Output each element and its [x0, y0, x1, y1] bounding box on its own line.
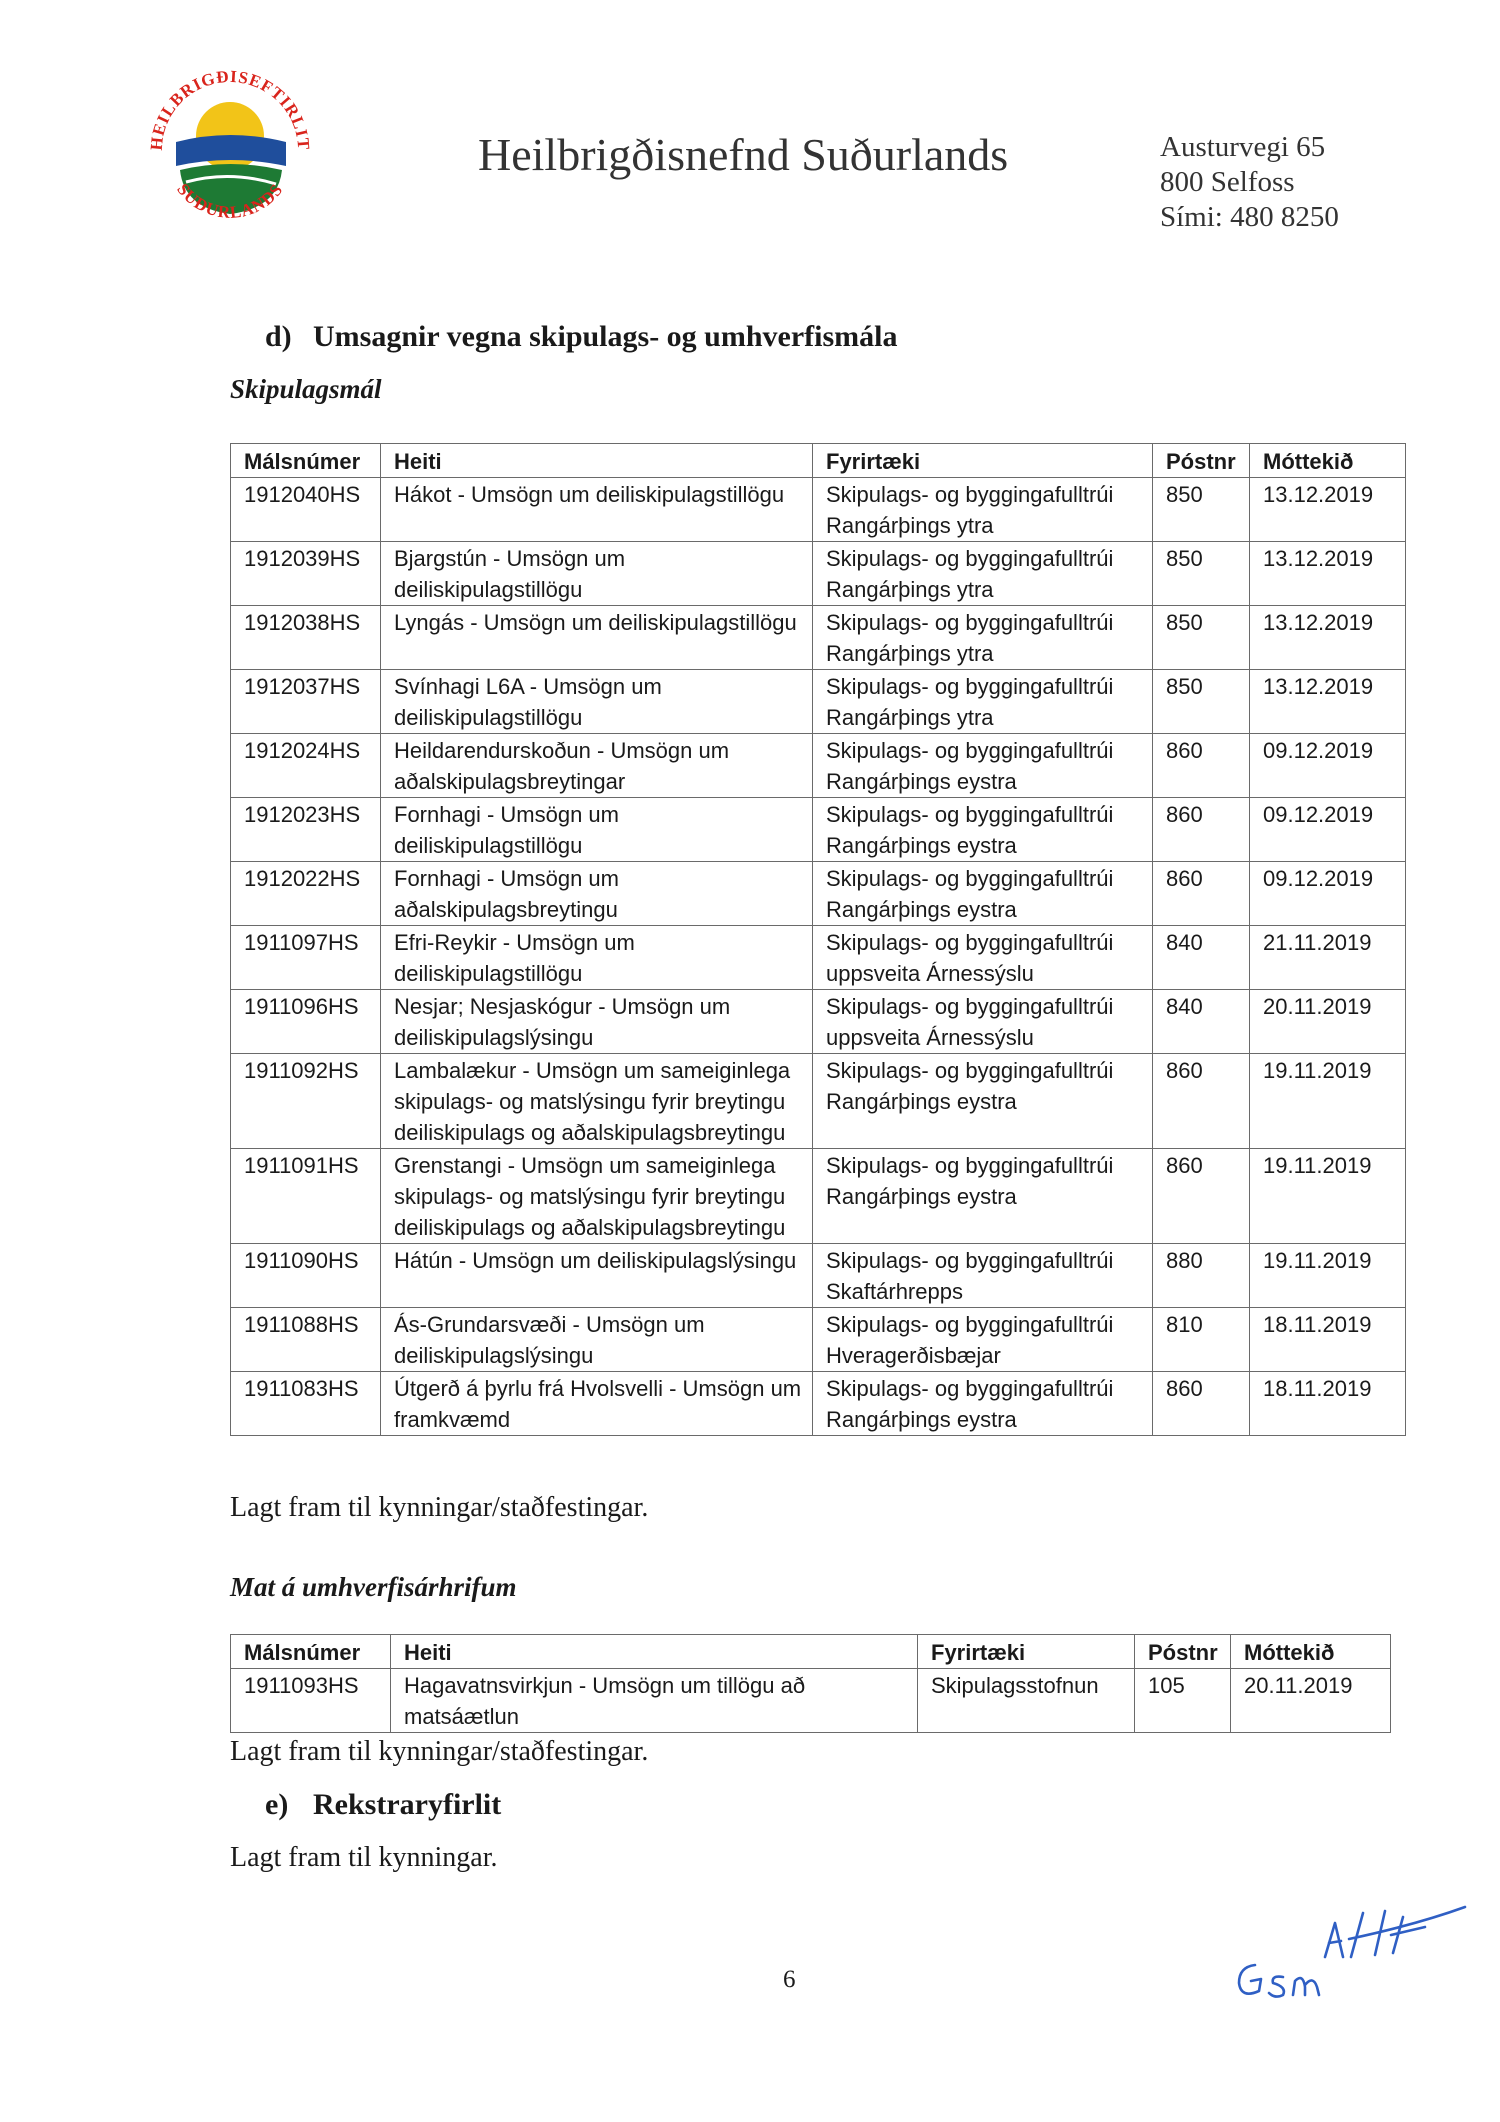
cell-fyrirtaeki: Skipulags- og byggingafulltrúi Rangárþings eystra — [813, 1372, 1153, 1436]
cell-postnr: 810 — [1153, 1308, 1250, 1372]
logo-text-top: HEILBRIGÐISEFTIRLIT — [146, 66, 314, 152]
cell-malsnumer: 1911097HS — [231, 926, 381, 990]
cell-heiti: Hagavatnsvirkjun - Umsögn um tillögu að matsáætlun — [391, 1669, 918, 1733]
page-number: 6 — [783, 1966, 796, 1993]
cell-heiti: Hákot - Umsögn um deiliskipulagstillögu — [381, 478, 813, 542]
cell-heiti: Heildarendurskoðun - Umsögn um aðalskipulagsbreytingar — [381, 734, 813, 798]
table-header-row — [231, 1635, 1391, 1669]
col-header-postnr: Póstnr — [1153, 444, 1250, 478]
section-e-note: Lagt fram til kynningar. — [230, 1842, 498, 1873]
cell-postnr: 850 — [1153, 542, 1250, 606]
cell-mottekid: 13.12.2019 — [1250, 542, 1406, 606]
table-row — [231, 1244, 1406, 1308]
cell-fyrirtaeki: Skipulags- og byggingafulltrúi Rangárþings eystra — [813, 1149, 1153, 1244]
cell-fyrirtaeki: Skipulags- og byggingafulltrúi Rangárþings eystra — [813, 734, 1153, 798]
cell-heiti: Ás-Grundarsvæði - Umsögn um deiliskipulagslýsingu — [381, 1308, 813, 1372]
cell-heiti: Lyngás - Umsögn um deiliskipulagstillögu — [381, 606, 813, 670]
cell-heiti: Hátún - Umsögn um deiliskipulagslýsingu — [381, 1244, 813, 1308]
table-row — [231, 1308, 1406, 1372]
umhverfi-note: Lagt fram til kynningar/staðfestingar. — [230, 1736, 649, 1767]
cell-malsnumer: 1912038HS — [231, 606, 381, 670]
section-e-title: Rekstraryfirlit — [313, 1788, 502, 1821]
cell-malsnumer: 1911090HS — [231, 1244, 381, 1308]
cell-malsnumer: 1911088HS — [231, 1308, 381, 1372]
address-city: 800 Selfoss — [1160, 166, 1295, 198]
address-phone: Sími: 480 8250 — [1160, 201, 1339, 233]
table-row — [231, 798, 1406, 862]
skipulag-subtitle: Skipulagsmál — [230, 374, 382, 404]
table-row — [231, 1054, 1406, 1149]
cell-postnr: 105 — [1135, 1669, 1231, 1733]
umhverfi-table — [230, 1634, 1391, 1733]
cell-heiti: Lambalækur - Umsögn um sameiginlega skipulags- og matslýsingu fyrir breytingu deiliskipulags og aðalskipulagsbreytingu — [381, 1054, 813, 1149]
table-row — [231, 1372, 1406, 1436]
cell-postnr: 850 — [1153, 670, 1250, 734]
cell-mottekid: 09.12.2019 — [1250, 734, 1406, 798]
cell-mottekid: 18.11.2019 — [1250, 1372, 1406, 1436]
cell-fyrirtaeki: Skipulags- og byggingafulltrúi Rangárþings eystra — [813, 862, 1153, 926]
cell-mottekid: 19.11.2019 — [1250, 1149, 1406, 1244]
section-d-title: Umsagnir vegna skipulags- og umhverfismála — [313, 320, 898, 353]
cell-mottekid: 13.12.2019 — [1250, 478, 1406, 542]
col-header-mottekid: Móttekið — [1250, 444, 1406, 478]
col-header-malsnumer: Málsnúmer — [231, 444, 381, 478]
cell-heiti: Svínhagi L6A - Umsögn um deiliskipulagstillögu — [381, 670, 813, 734]
cell-mottekid: 18.11.2019 — [1250, 1308, 1406, 1372]
cell-postnr: 840 — [1153, 990, 1250, 1054]
cell-malsnumer: 1912037HS — [231, 670, 381, 734]
cell-mottekid: 09.12.2019 — [1250, 798, 1406, 862]
col-header-malsnumer: Málsnúmer — [231, 1635, 391, 1669]
skipulag-table-body — [231, 478, 1406, 1436]
section-e-letter: e) — [265, 1788, 289, 1821]
cell-fyrirtaeki: Skipulagsstofnun — [918, 1669, 1135, 1733]
cell-postnr: 880 — [1153, 1244, 1250, 1308]
cell-heiti: Efri-Reykir - Umsögn um deiliskipulagstillögu — [381, 926, 813, 990]
cell-heiti: Fornhagi - Umsögn um aðalskipulagsbreytingu — [381, 862, 813, 926]
col-header-fyrirtaeki: Fyrirtæki — [813, 444, 1153, 478]
table-row — [231, 542, 1406, 606]
cell-fyrirtaeki: Skipulags- og byggingafulltrúi Skaftárhrepps — [813, 1244, 1153, 1308]
table-row — [231, 1669, 1391, 1733]
skipulag-note: Lagt fram til kynningar/staðfestingar. — [230, 1492, 649, 1523]
cell-malsnumer: 1911083HS — [231, 1372, 381, 1436]
cell-mottekid: 19.11.2019 — [1250, 1244, 1406, 1308]
organization-logo — [140, 58, 320, 238]
address-street: Austurvegi 65 — [1160, 131, 1326, 163]
col-header-postnr: Póstnr — [1135, 1635, 1231, 1669]
cell-heiti: Grenstangi - Umsögn um sameiginlega skipulags- og matslýsingu fyrir breytingu deiliskipulags og aðalskipulagsbreytingu — [381, 1149, 813, 1244]
cell-heiti: Útgerð á þyrlu frá Hvolsvelli - Umsögn um framkvæmd — [381, 1372, 813, 1436]
section-d-letter: d) — [265, 320, 292, 353]
table-row — [231, 606, 1406, 670]
table-row — [231, 478, 1406, 542]
col-header-fyrirtaeki: Fyrirtæki — [918, 1635, 1135, 1669]
cell-malsnumer: 1912039HS — [231, 542, 381, 606]
cell-fyrirtaeki: Skipulags- og byggingafulltrúi Rangárþings ytra — [813, 670, 1153, 734]
cell-mottekid: 20.11.2019 — [1250, 990, 1406, 1054]
cell-fyrirtaeki: Skipulags- og byggingafulltrúi Rangárþings ytra — [813, 542, 1153, 606]
cell-postnr: 860 — [1153, 734, 1250, 798]
cell-malsnumer: 1912040HS — [231, 478, 381, 542]
cell-postnr: 860 — [1153, 1054, 1250, 1149]
cell-fyrirtaeki: Skipulags- og byggingafulltrúi uppsveita Árnessýslu — [813, 990, 1153, 1054]
table-header-row — [231, 444, 1406, 478]
col-header-heiti: Heiti — [381, 444, 813, 478]
cell-postnr: 860 — [1153, 1149, 1250, 1244]
cell-heiti: Fornhagi - Umsögn um deiliskipulagstillögu — [381, 798, 813, 862]
table-row — [231, 990, 1406, 1054]
table-row — [231, 734, 1406, 798]
cell-mottekid: 13.12.2019 — [1250, 606, 1406, 670]
cell-fyrirtaeki: Skipulags- og byggingafulltrúi Rangárþings eystra — [813, 1054, 1153, 1149]
cell-malsnumer: 1911096HS — [231, 990, 381, 1054]
section-e-heading — [265, 1788, 501, 1822]
cell-mottekid: 09.12.2019 — [1250, 862, 1406, 926]
cell-postnr: 860 — [1153, 798, 1250, 862]
cell-postnr: 850 — [1153, 478, 1250, 542]
cell-malsnumer: 1911091HS — [231, 1149, 381, 1244]
cell-fyrirtaeki: Skipulags- og byggingafulltrúi Rangárþings ytra — [813, 606, 1153, 670]
cell-mottekid: 19.11.2019 — [1250, 1054, 1406, 1149]
cell-malsnumer: 1911093HS — [231, 1669, 391, 1733]
table-row — [231, 670, 1406, 734]
cell-postnr: 860 — [1153, 1372, 1250, 1436]
col-header-heiti: Heiti — [391, 1635, 918, 1669]
table-row — [231, 926, 1406, 990]
cell-postnr: 860 — [1153, 862, 1250, 926]
cell-mottekid: 13.12.2019 — [1250, 670, 1406, 734]
cell-postnr: 840 — [1153, 926, 1250, 990]
handwritten-initials-signature — [1225, 1895, 1485, 2010]
address-block — [1160, 130, 1339, 235]
umhverfi-table-body — [231, 1669, 1391, 1733]
cell-fyrirtaeki: Skipulags- og byggingafulltrúi Rangárþings eystra — [813, 798, 1153, 862]
cell-malsnumer: 1911092HS — [231, 1054, 381, 1149]
cell-heiti: Bjargstún - Umsögn um deiliskipulagstillögu — [381, 542, 813, 606]
cell-malsnumer: 1912022HS — [231, 862, 381, 926]
cell-malsnumer: 1912023HS — [231, 798, 381, 862]
umhverfi-subtitle: Mat á umhverfisárhrifum — [230, 1572, 517, 1602]
cell-fyrirtaeki: Skipulags- og byggingafulltrúi Rangárþings ytra — [813, 478, 1153, 542]
table-row — [231, 1149, 1406, 1244]
cell-fyrirtaeki: Skipulags- og byggingafulltrúi uppsveita Árnessýslu — [813, 926, 1153, 990]
cell-heiti: Nesjar; Nesjaskógur - Umsögn um deiliskipulagslýsingu — [381, 990, 813, 1054]
organization-name: Heilbrigðisnefnd Suðurlands — [478, 129, 1009, 180]
cell-mottekid: 20.11.2019 — [1231, 1669, 1391, 1733]
section-d-heading — [265, 320, 898, 354]
cell-malsnumer: 1912024HS — [231, 734, 381, 798]
cell-mottekid: 21.11.2019 — [1250, 926, 1406, 990]
cell-fyrirtaeki: Skipulags- og byggingafulltrúi Hveragerðisbæjar — [813, 1308, 1153, 1372]
skipulag-table — [230, 443, 1406, 1436]
logo-text-bottom: SUÐURLANDS — [173, 179, 287, 223]
cell-postnr: 850 — [1153, 606, 1250, 670]
col-header-mottekid: Móttekið — [1231, 1635, 1391, 1669]
table-row — [231, 862, 1406, 926]
